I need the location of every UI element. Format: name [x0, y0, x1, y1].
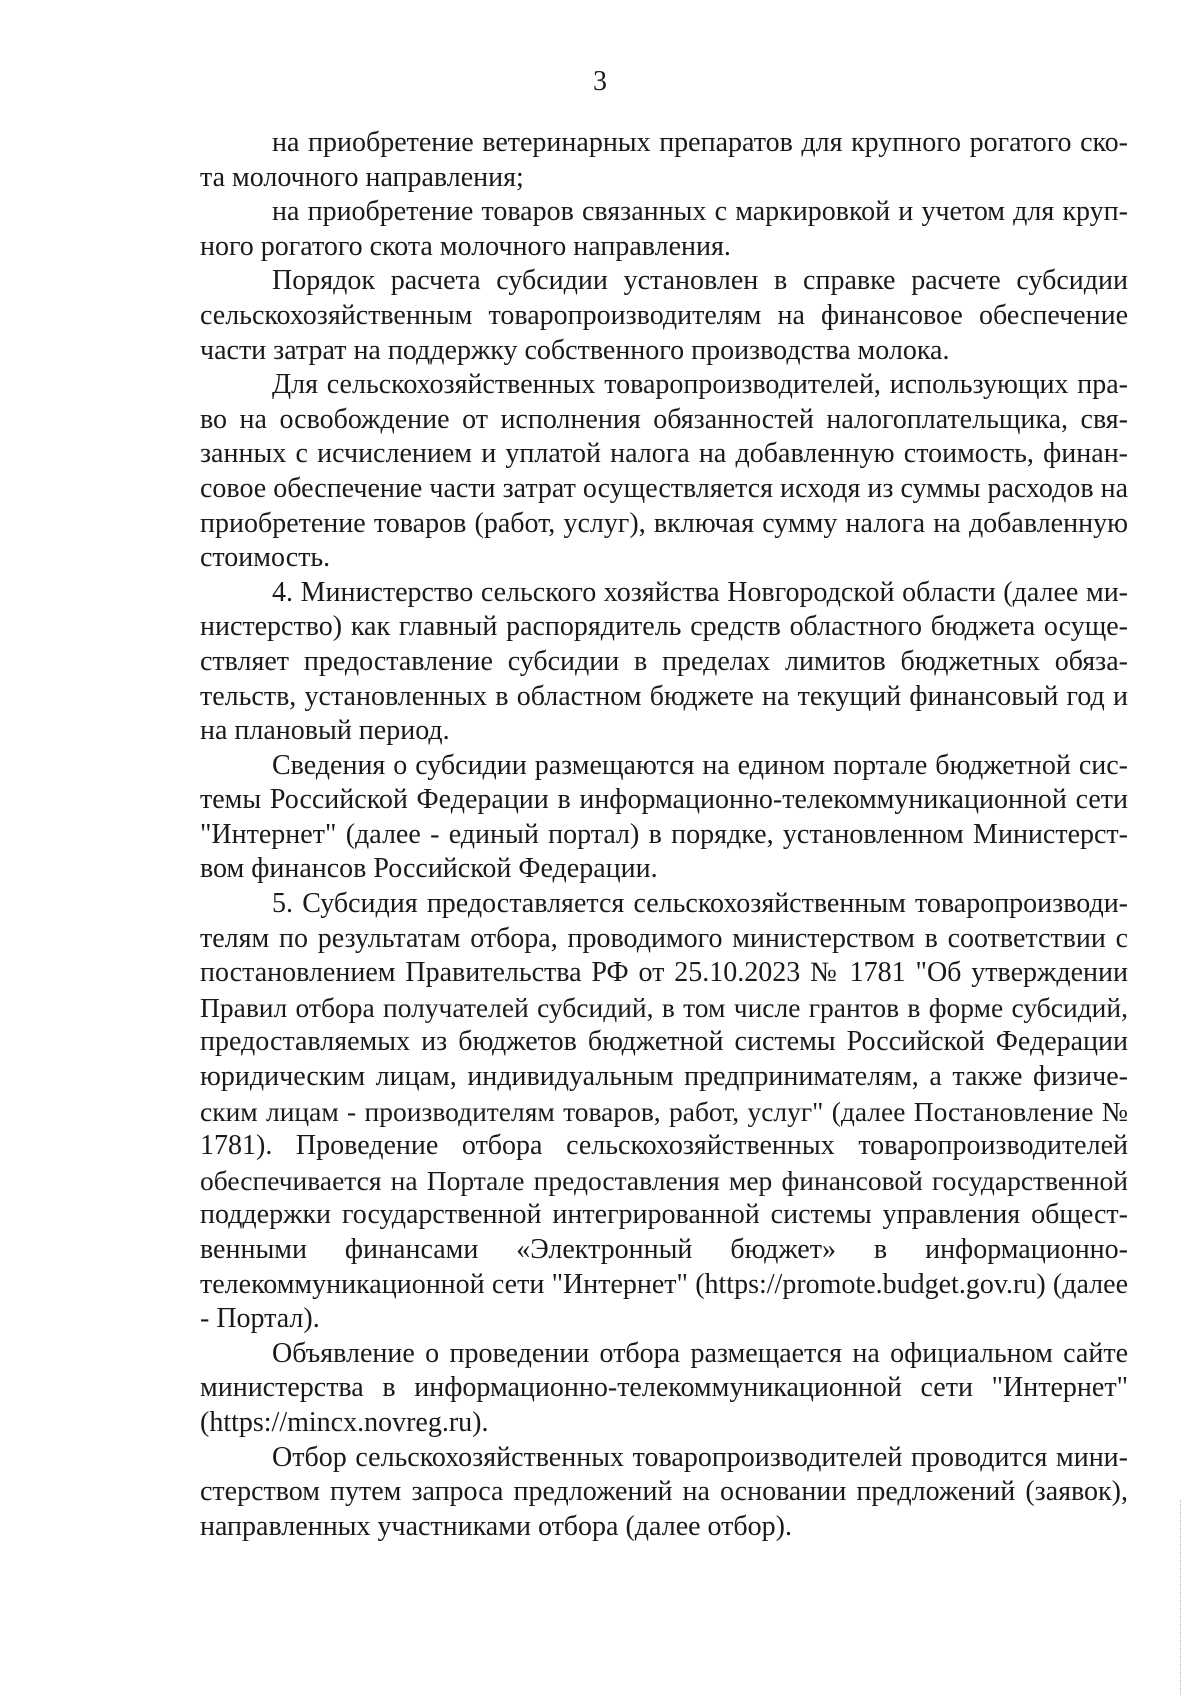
text-line: нистерство) как главный распорядитель средств областного бюджета осуще-	[200, 611, 1128, 643]
text-line: направленных участниками отбора (далее отбор).	[200, 1510, 792, 1542]
text-line: Отбор сельскохозяйственных товаропроизводителей проводится мини-	[272, 1441, 1128, 1473]
paragraph	[200, 195, 1128, 264]
paragraph	[200, 1337, 1128, 1441]
text-line: на плановый период.	[200, 715, 450, 747]
page-number: 3	[593, 66, 607, 97]
text-line: постановлением Правительства РФ от 25.10.2023 № 1781 "Об утверждении	[200, 957, 1128, 989]
text-line: во на освобождение от исполнения обязанностей налогоплательщика, свя-	[200, 403, 1128, 435]
text-line: на приобретение ветеринарных препаратов для крупного рогатого ско-	[272, 127, 1128, 158]
text-line: сельскохозяйственным товаропроизводителям на финансовое обеспечение	[200, 299, 1128, 331]
text-line: Объявление о проведении отбора размещается на официальном сайте	[272, 1337, 1128, 1369]
paragraph	[200, 576, 1128, 749]
text-line: ствляет предоставление субсидии в пределах лимитов бюджетных обяза-	[200, 645, 1128, 677]
paragraph	[200, 1441, 1128, 1545]
paragraph	[200, 749, 1128, 887]
paragraph	[200, 126, 1128, 195]
document-body	[200, 126, 1128, 1544]
text-line: (https://mincx.novreg.ru).	[200, 1406, 489, 1438]
scan-edge-mark	[1180, 1500, 1182, 1695]
text-line: Сведения о субсидии размещаются на едином портале бюджетной сис-	[272, 749, 1128, 781]
text-line: предоставляемых из бюджетов бюджетной системы Российской Федерации	[200, 1026, 1128, 1058]
text-line: тельств, установленных в областном бюджете на текущий финансовый год и	[200, 680, 1128, 712]
paragraph	[200, 368, 1128, 576]
text-line: обеспечивается на Портале предоставления мер финансовой государственной	[200, 1164, 1128, 1196]
text-line: Для сельскохозяйственных товаропроизводителей, использующих пра-	[272, 369, 1128, 401]
text-line: стоимость.	[200, 542, 331, 574]
paragraph	[200, 264, 1128, 368]
text-line: "Интернет" (далее - единый портал) в порядке, установленном Министерст-	[200, 818, 1128, 850]
text-line: та молочного направления;	[200, 161, 524, 193]
text-line: части затрат на поддержку собственного производства молока.	[200, 334, 950, 366]
text-line: поддержки государственной интегрированной системы управления общест-	[200, 1199, 1128, 1231]
text-line: совое обеспечение части затрат осуществляется исходя из суммы расходов на	[200, 472, 1128, 504]
text-line: занных с исчислением и уплатой налога на добавленную стоимость, финан-	[200, 438, 1128, 470]
text-line: 4. Министерство сельского хозяйства Новгородской области (далее ми-	[272, 576, 1128, 608]
text-line: вом финансов Российской Федерации.	[200, 853, 658, 885]
text-line: телям по результатам отбора, проводимого министерством в соответствии с	[200, 922, 1128, 954]
text-line: телекоммуникационной сети "Интернет" (https://promote.budget.gov.ru) (далее	[200, 1268, 1128, 1300]
text-line: темы Российской Федерации в информационно-телекоммуникационной сети	[200, 784, 1128, 816]
paragraph	[200, 887, 1128, 1337]
text-line: юридическим лицам, индивидуальным предпринимателям, а также физиче-	[200, 1061, 1128, 1093]
text-line: Правил отбора получателей субсидий, в том числе грантов в форме субсидий,	[200, 991, 1128, 1023]
text-line: приобретение товаров (работ, услуг), включая сумму налога на добавленную	[200, 507, 1128, 539]
text-line: Порядок расчета субсидии установлен в справке расчете субсидии	[272, 265, 1128, 297]
text-line: на приобретение товаров связанных с маркировкой и учетом для круп-	[272, 196, 1128, 228]
text-line: - Портал).	[200, 1303, 320, 1335]
text-line: 1781). Проведение отбора сельскохозяйственных товаропроизводителей	[200, 1130, 1128, 1162]
text-line: венными финансами «Электронный бюджет» в информационно-	[200, 1234, 1128, 1265]
text-line: министерства в информационно-телекоммуникационной сети "Интернет"	[200, 1372, 1128, 1404]
text-line: стерством путем запроса предложений на основании предложений (заявок),	[200, 1476, 1128, 1508]
text-line: ного рогатого скота молочного направления.	[200, 230, 731, 262]
text-line: 5. Субсидия предоставляется сельскохозяйственным товаропроизводи-	[272, 888, 1128, 920]
text-line: ским лицам - производителям товаров, работ, услуг" (далее Постановление №	[200, 1095, 1128, 1127]
